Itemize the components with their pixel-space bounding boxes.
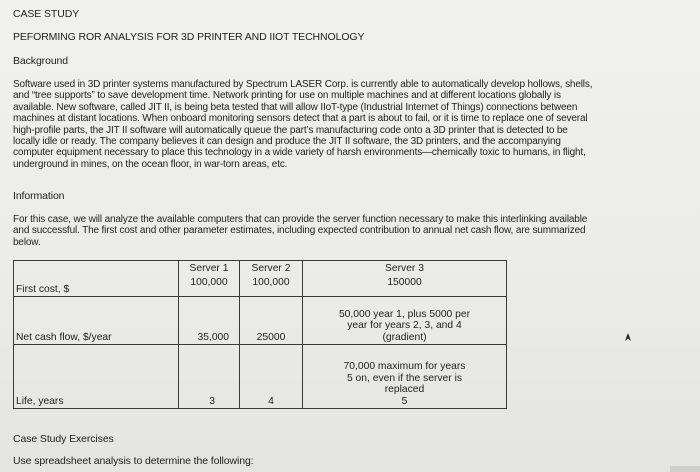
server1-life: 3 [179,345,240,409]
server3-cash-flow-line: 50,000 year 1, plus 5000 per [338,308,471,320]
background-line: machines at distant locations. When onboard monitoring sensors detect that a part is about to fail, or it is time to replace one of several [13,113,588,125]
table-row-life [14,345,507,409]
server1-header: Server 1 [189,263,229,274]
cursor-arrow-icon [623,332,633,342]
server1-cell [179,261,240,297]
background-line: high-profile parts, the JIT II software will automatically queue the part’s manufacturing code onto a 3D printer that is detected to be [13,124,568,136]
exercises-intro: Use spreadsheet analysis to determine the following: [13,455,254,467]
server2-first-cost: 100,000 [252,276,290,288]
first-cost-label: First cost, $ [14,261,179,297]
information-line: below. [13,236,41,248]
server3-cell [303,261,507,297]
information-line: For this case, we will analyze the available computers that can provide the server function necessary to make this interlinking available [13,214,588,225]
information-paragraph [13,214,693,248]
exercises-heading: Case Study Exercises [13,433,114,445]
server3-life-note: 70,000 maximum for years [343,361,466,372]
life-label: Life, years [14,345,179,409]
background-line: underground in mines, on the ocean floor, in war-torn areas, etc. [13,158,288,170]
server2-cell [240,261,303,297]
case-study-heading: CASE STUDY [13,8,80,20]
background-line: and “tree supports” to save development time. Network printing for use on multiple machines and at different locations globally is [13,90,561,102]
server1-net-cash-flow: 35,000 [179,297,240,345]
server3-cash-flow-line: year for years 2, 3, and 4 [347,320,462,331]
server3-life-note: 5 on, even if the server is [346,372,463,384]
server3-life-cell [303,345,507,409]
scan-edge [670,466,700,472]
server-comparison-table [13,260,507,409]
server3-cash-flow-line: (gradient) [382,331,427,343]
server2-life: 4 [240,345,303,409]
background-line: available. New software, called JIT II, is being beta tested that will allow IIoT-type (Industrial Internet of Things) connections between [13,101,578,113]
case-study-title: PEFORMING ROR ANALYSIS FOR 3D PRINTER AND IIOT TECHNOLOGY [13,31,365,43]
information-heading: Information [13,190,65,202]
background-heading: Background [13,55,69,67]
server3-life-note: replaced [384,384,425,395]
background-line: computer equipment necessary to place this technology in a wide variety of harsh environments—chemically toxic to humans, in flight, [13,147,586,159]
server2-net-cash-flow: 25000 [240,297,303,345]
server3-first-cost: 150000 [387,276,422,288]
background-line: Software used in 3D printer systems manufactured by Spectrum LASER Corp. is currently able to automatically develop hollows, shells, [13,79,593,90]
net-cash-flow-label: Net cash flow, $/year [14,297,179,345]
information-line: and successful. The first cost and other parameter estimates, including expected contribution to annual net cash flow, are summarized [13,225,586,237]
server3-life: 5 [401,395,408,407]
server3-net-cash-flow [303,297,507,345]
server2-header: Server 2 [251,263,291,274]
background-paragraph [13,79,693,170]
background-line: locally idle or ready. The company believes it can design and produce the JIT II software, the 3D printers, and the accompanying [13,136,561,148]
table-row-first-cost [14,261,507,297]
server1-first-cost: 100,000 [190,276,228,288]
table-row-net-cash-flow [14,297,507,345]
server3-header: Server 3 [385,263,424,274]
